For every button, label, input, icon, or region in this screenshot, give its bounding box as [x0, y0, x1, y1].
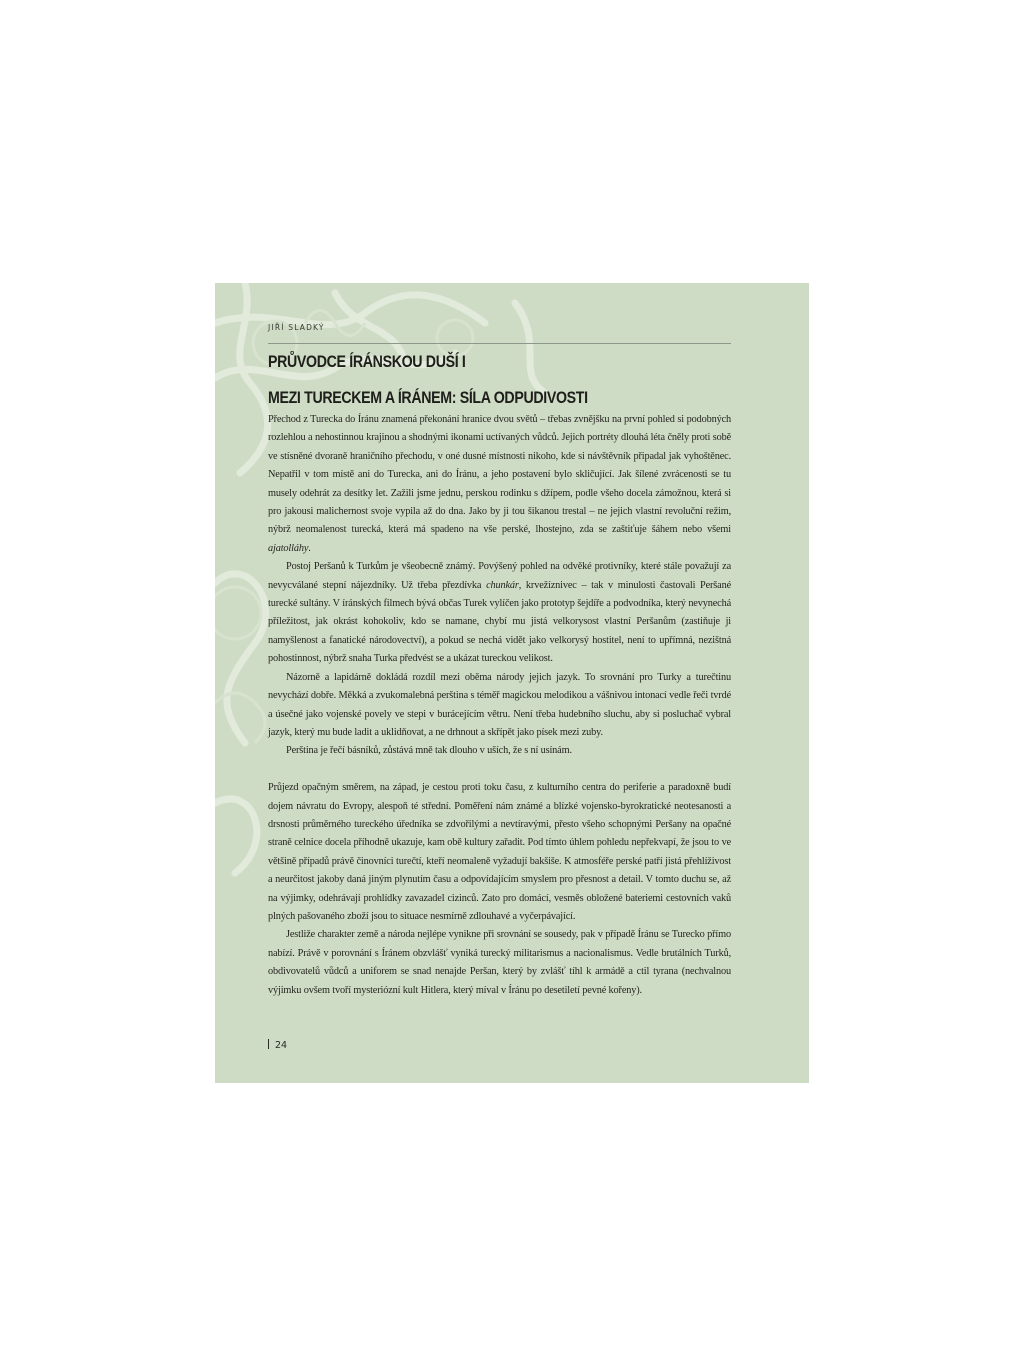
book-page: [215, 283, 809, 1083]
section-title: MEZI TURECKEM A ÍRÁNEM: SÍLA ODPUDIVOSTI: [268, 389, 588, 407]
body-text: [268, 411, 731, 1000]
paragraph: Názorně a lapidárně dokládá rozdíl mezi oběma národy jejich jazyk. To srovnání pro Turky a turečtinu nevychází dobře. Měkká a zvukomalebná perština s téměř magickou melodikou a vášnivou intonací vedle řeči tvrdé a úsečné jako vojenské povely ve stepi v burácejícím větru. Není třeba hudebního sluchu, aby si posluchač vybral jazyk, který mu bude ladit a uklidňovat, a ne drhnout a skřípět jako písek mezi zuby.: [268, 671, 731, 738]
folio-bar: [268, 1039, 269, 1049]
paragraph: Perština je řečí básníků, zůstává mně tak dlouho v uších, že s ní usínám.: [286, 745, 572, 757]
page-number: 24: [268, 1039, 287, 1051]
paragraph: Průjezd opačným směrem, na západ, je cestou proti toku času, z kulturního centra do periferie a paradoxně budí dojem návratu do Evropy, alespoň té střední. Poměření nám známé a blízké vojensko-byrokratické neotesanosti a drsnosti průměrného tureckého úředníka se zdvořilými a nevtíravými, přesto všeho schopnými Peršany na opačné straně celnice docela příhodně ukazuje, kam obě kultury zařadit. Pod tímto úhlem pohledu nepřekvapí, že jsou to ve většině případů právě činovníci turečtí, kteří neomaleně vyžadují bakšiše. K atmosféře perské patří jistá přehlíživost a neurčitost jakoby daná jiným plynutím času a odpovídajícím smyslem pro přesnost a detail. V tomto duchu se, až na výjimky, odehrávají prohlídky zavazadel cizinců. Zato pro domácí, vesměs obložené bateriemi cestovních vaků plných pašovaného zboží jsou to situace nesmírně zdlouhavé a vyčerpávající.: [268, 782, 731, 922]
header-rule: [268, 343, 731, 344]
running-header-author: JIŘÍ SLADKÝ: [268, 323, 325, 332]
paragraph: Jestliže charakter země a národa nejlépe vynikne při srovnání se sousedy, pak v případě Íránu se Turecko přímo nabízí. Právě v porovnání s Íránem obzvlášť vyniká turecký militarismus a nacionalismus. Vedle brutálních Turků, obdivovatelů vůdců a uniforem se snad nenajde Peršan, který by zvlášť tíhl k armádě a ctil tyrana (nechvalnou výjimku ovšem tvoří mysteriózní kult Hitlera, který míval v Íránu po desetiletí pevné kořeny).: [268, 929, 731, 996]
paragraph: Postoj Peršanů k Turkům je všeobecně známý. Povýšený pohled na odvěké protivníky, které stále považují za nevycválané stepní nájezdníky. Už třeba přezdívka chunkár, krvežíznivec – tak v minulosti častovali Peršané turecké sultány. V íránských filmech bývá občas Turek vylíčen jako prototyp šejdíře a podvodníka, který nevynechá příležitost, jak okrást kohokoliv, kdo se namane, chybí mu jistá velkorysost vlastní Peršanům (zastiňuje ji namyšlenost a fanatické národovectví), a pokud se nechá vidět jako velkorysý hostitel, není to upřímná, nezištná pohostinnost, nýbrž snaha Turka předvést se a ukázat tureckou velikost.: [268, 561, 731, 665]
paragraph: Přechod z Turecka do Íránu znamená překonání hranice dvou světů – třebas zvnějšku na první pohled si podobných rozlehlou a nehostinnou krajinou a shodnými ikonami uctívaných vůdců. Jejich portréty dlouhá léta čněly proti sobě ve stísněné dvoraně hraničního přechodu, v oné dusné místnosti nikoho, kde si návštěvník připadal jak vyhoštěnec. Nepatřil v tom místě ani do Turecka, ani do Íránu, a jeho postavení bylo skličující. Jak šílené zvrácenosti se tu musely odehrát za desítky let. Zažili jsme jednu, perskou rodinku s džípem, podle všeho docela zámožnou, která si pro jakousi malichernost svoje vypila až do dna. Jako by ji tou šikanou trestal – ne jejich vlastní revoluční režim, nýbrž neomalenost turecká, která má spadeno na vše perské, lhostejno, zda se zaštiťuje šáhem nebo všemi ajatolláhy.: [268, 414, 731, 554]
page-title: PRŮVODCE ÍRÁNSKOU DUŠÍ I: [268, 353, 466, 371]
